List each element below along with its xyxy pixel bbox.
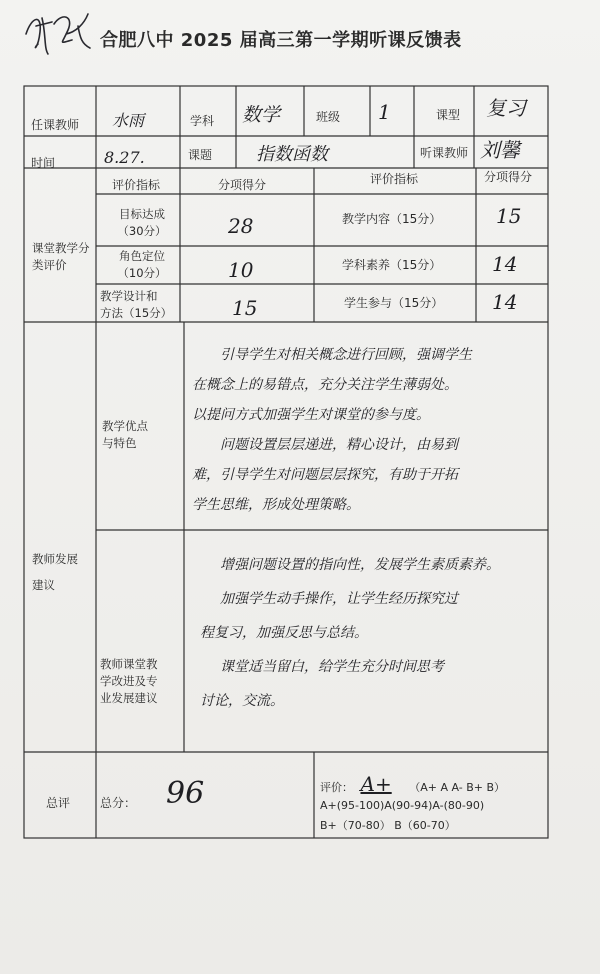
development-section-label: 教师发展 建议 bbox=[32, 552, 78, 592]
role-positioning-label: 角色定位 （10分） bbox=[117, 249, 167, 280]
participation-label: 学生参与（15分） bbox=[344, 296, 444, 310]
observer-value: 刘馨 bbox=[480, 138, 520, 162]
score-header-right: 分项得分 bbox=[484, 170, 533, 184]
design-method-score: 15 bbox=[232, 296, 258, 320]
rating-line: 评价： A+ （A+ A A- B+ B） bbox=[320, 772, 506, 796]
class-value: 1 bbox=[378, 100, 391, 124]
total-score-value: 96 bbox=[166, 776, 205, 811]
topic-label: 课题 bbox=[188, 148, 213, 162]
literacy-label: 学科素养（15分） bbox=[342, 258, 442, 272]
observer-label: 听课教师 bbox=[420, 146, 469, 160]
score-header-left: 分项得分 bbox=[218, 178, 267, 192]
total-label: 总评 bbox=[46, 796, 71, 810]
grade-scale-line1: A+(95-100)A(90-94)A-(80-90) bbox=[320, 799, 485, 812]
indicator-header-left: 评价指标 bbox=[112, 178, 161, 192]
time-value: 8.27. bbox=[104, 148, 145, 167]
type-label: 课型 bbox=[436, 108, 461, 122]
rating-value: A+ bbox=[360, 772, 392, 796]
total-score-label: 总分： bbox=[100, 796, 137, 810]
form-title: 合肥八中 2025 届高三第一学期听课反馈表 bbox=[100, 30, 462, 51]
literacy-score: 14 bbox=[492, 252, 518, 276]
strengths-text: 引导学生对相关概念进行回顾，强调学生 在概念上的易错点，充分关注学生薄弱处。 以提问方式加强学生对课堂的参与度。 问题设置层层递进，精心设计，由易到 难，引导学生对问题层层探究，有助于开拓 学生思维，形成处理策略。 bbox=[192, 347, 472, 513]
type-value: 复习 bbox=[486, 96, 526, 120]
goal-achievement-score: 28 bbox=[228, 214, 254, 238]
grade-scale-line2: B+（70-80） B（60-70） bbox=[320, 819, 456, 832]
role-positioning-score: 10 bbox=[228, 258, 254, 282]
goal-achievement-label: 目标达成 （30分） bbox=[117, 207, 167, 238]
class-label: 班级 bbox=[316, 110, 341, 124]
strengths-label: 教学优点 与特色 bbox=[102, 419, 148, 450]
teacher-label: 任课教师 bbox=[31, 118, 80, 132]
subject-value: 数学 bbox=[242, 104, 281, 126]
content-label: 教学内容（15分） bbox=[342, 212, 442, 226]
improvement-text: 增强问题设置的指向性，发展学生素质素养。 加强学生动手操作，让学生经历探究过 程复习，加强反思与总结。 课堂适当留白，给学生充分时间思考 讨论，交流。 bbox=[200, 557, 500, 709]
topic-value: 指数函数 bbox=[256, 144, 328, 165]
improvement-label: 教师课堂教 学改进及专 业发展建议 bbox=[100, 657, 158, 705]
subject-label: 学科 bbox=[190, 114, 215, 128]
evaluation-section-label: 课堂教学分类评价 bbox=[32, 241, 90, 272]
teacher-value: 水雨 bbox=[112, 111, 145, 130]
content-score: 15 bbox=[496, 204, 522, 228]
design-method-label: 教学设计和 方法（15分） bbox=[100, 289, 173, 320]
indicator-header-right: 评价指标 bbox=[370, 172, 419, 186]
participation-score: 14 bbox=[492, 290, 518, 314]
time-label: 时间 bbox=[31, 156, 56, 170]
